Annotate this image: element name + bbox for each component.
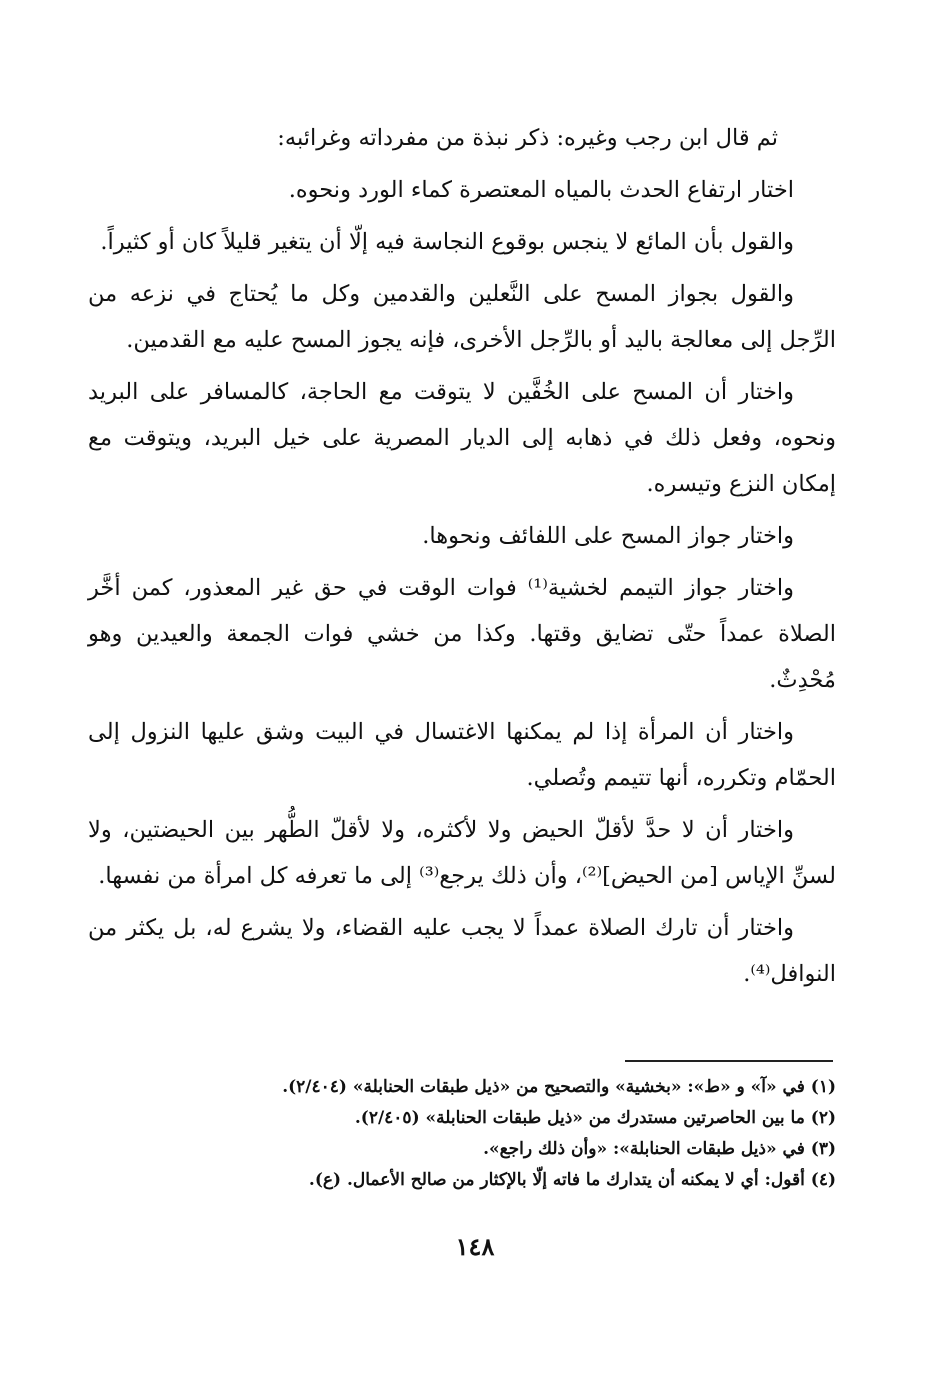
- paragraph-6: واختار جواز التيمم لخشية⁽¹⁾ فوات الوقت في حق غير المعذور، كمن أخَّر الصلاة عمداً حتّى تضايق وقتها. وكذا من خشي فوات الجمعة والعيدين وهو مُحْدِثٌ.: [88, 575, 836, 693]
- footnotes: [88, 1072, 836, 1196]
- paragraph-9: واختار أن تارك الصلاة عمداً لا يجب عليه القضاء، ولا يشرع له، بل يكثر من النوافل⁽⁴⁾.: [88, 915, 836, 987]
- paragraph-3: والقول بجواز المسح على النَّعلين والقدمين وكل ما يُحتاج في نزعه من الرِّجل إلى معالجة باليد أو بالرِّجل الأخرى، فإنه يجوز المسح عليه مع القدمين.: [88, 281, 836, 353]
- paragraph-1: اختار ارتفاع الحدث بالمياه المعتصرة كماء الورد ونحوه.: [288, 177, 794, 203]
- paragraph-5: واختار جواز المسح على اللفائف ونحوها.: [422, 523, 794, 549]
- footnote-3: (٣) في «ذيل طبقات الحنابلة»: «وأن ذلك راجع».: [483, 1139, 836, 1159]
- footnote-1: (١) في «آ» و «ط»: «بخشية» والتصحيح من «ذيل طبقات الحنابلة» (٢/٤٠٤).: [282, 1077, 836, 1097]
- paragraph-8: واختار أن لا حدَّ لأقلّ الحيض ولا لأكثره، ولا لأقلّ الطُّهر بين الحيضتين، ولا لسنِّ الإياس [من الحيض]⁽²⁾، وأن ذلك يرجع⁽³⁾ إلى ما تعرفه كل امرأة من نفسها.: [88, 817, 836, 889]
- footnote-2: (٢) ما بين الحاصرتين مستدرك من «ذيل طبقات الحنابلة» (٢/٤٠٥).: [354, 1108, 836, 1128]
- paragraph-intro: ثم قال ابن رجب وغيره: ذكر نبذة من مفرداته وغرائبه:: [277, 125, 778, 151]
- paragraph-2: والقول بأن المائع لا ينجس بوقوع النجاسة فيه إلّا أن يتغير قليلاً كان أو كثيراً.: [100, 229, 794, 255]
- main-text: [88, 115, 836, 1003]
- page-number: ١٤٨: [455, 1232, 495, 1261]
- paragraph-7: واختار أن المرأة إذا لم يمكنها الاغتسال في البيت وشق عليها النزول إلى الحمّام وتكرره، أنها تتيمم وتُصلي.: [88, 719, 836, 791]
- paragraph-4: واختار أن المسح على الخُفَّين لا يتوقت مع الحاجة، كالمسافر على البريد ونحوه، وفعل ذلك في ذهابه إلى الديار المصرية على خيل البريد، ويتوقت مع إمكان النزع وتيسره.: [88, 379, 836, 497]
- footnote-4: (٤) أقول: أي لا يمكنه أن يتدارك ما فاته إلّا بالإكثار من صالح الأعمال. (ع).: [308, 1170, 836, 1190]
- footnote-divider: [625, 1060, 833, 1062]
